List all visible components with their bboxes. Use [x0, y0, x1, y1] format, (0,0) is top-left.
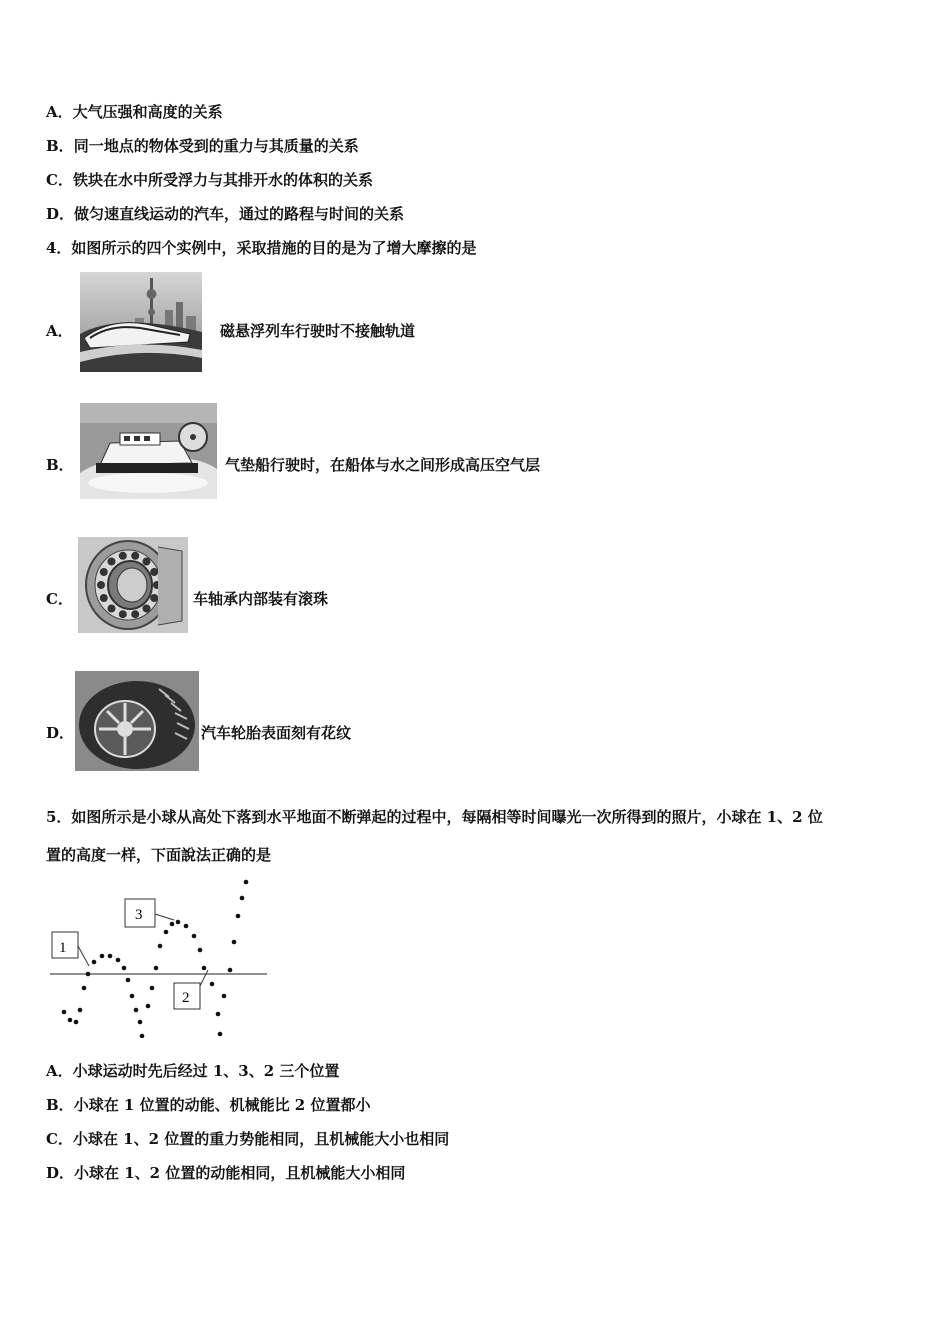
option-letter: B．	[46, 1096, 74, 1114]
ball-dot	[140, 1034, 145, 1038]
ball-dot	[126, 978, 131, 983]
ball-dot	[170, 922, 175, 927]
q3-option-d	[46, 204, 404, 224]
ball-dot	[222, 994, 227, 999]
ball-dot	[82, 986, 87, 991]
bearing-ball	[100, 568, 108, 576]
ball-dot	[236, 914, 241, 919]
bearing-ball	[97, 581, 105, 589]
label-1: 1	[59, 940, 67, 956]
hovercraft-photo	[80, 403, 217, 499]
ball-dot	[184, 924, 189, 929]
ball-dot	[146, 1004, 151, 1009]
ball-dot	[78, 1008, 83, 1013]
ball-dot	[154, 966, 159, 971]
option-text: 小球在 1 位置的动能、机械能比 2 位置都小	[73, 1096, 371, 1114]
option-text: 小球在 1、2 位置的动能相同，且机械能大小相同	[74, 1164, 406, 1182]
bearing-ball	[119, 610, 127, 618]
label-pointer-3	[155, 914, 174, 920]
ball-dot	[240, 896, 245, 901]
option-text: 做匀速直线运动的汽车，通过的路程与时间的关系	[74, 205, 405, 223]
q5-stem-line1: 5．如图所示是小球从高处下落到水平地面不断弹起的过程中，每隔相等时间曝光一次所得到的照片，小球在 1、2 位	[46, 808, 823, 826]
ball-dot	[244, 880, 249, 885]
option-text: 同一地点的物体受到的重力与其质量的关系	[73, 137, 359, 155]
option-letter: A．	[46, 103, 73, 121]
label-3: 3	[135, 907, 143, 923]
ball-dot	[232, 940, 237, 945]
option-letter: A．	[46, 1062, 73, 1080]
ball-dot	[68, 1018, 73, 1023]
ball-dot	[92, 960, 97, 965]
ball-dot	[202, 966, 207, 971]
bearing-ball	[131, 552, 139, 560]
ball-dot	[228, 968, 233, 973]
option-letter: C．	[46, 171, 73, 189]
label-2: 2	[182, 990, 190, 1006]
car-tire-photo	[75, 671, 199, 771]
q5-stem-line2: 置的高度一样，下面說法正确的是	[46, 846, 272, 864]
bearing-ball	[143, 558, 151, 566]
q5-option-d	[46, 1163, 405, 1183]
option-text: 小球运动时先后经过 1、3、2 三个位置	[72, 1062, 340, 1080]
ball-dot	[138, 1020, 143, 1025]
q4-stem: 4．如图所示的四个实例中，采取措施的目的是为了增大摩擦的是	[46, 239, 477, 257]
option-text: 大气压强和高度的关系	[72, 103, 223, 121]
ball-dot	[130, 994, 135, 999]
option-letter: D．	[46, 1164, 75, 1182]
ball-dot	[86, 972, 91, 977]
ball-dot	[122, 966, 127, 971]
ball-dot	[176, 920, 181, 925]
ball-dot	[74, 1020, 79, 1025]
bouncing-ball-figure	[46, 876, 271, 1038]
ball-dot	[210, 982, 215, 987]
bearing-ball	[108, 605, 116, 613]
bearing-ball	[150, 568, 158, 576]
option-letter: C．	[46, 1130, 73, 1148]
ball-dot	[164, 930, 169, 935]
bearing-ball	[108, 558, 116, 566]
bearing-ball	[143, 605, 151, 613]
bearing-ball	[150, 594, 158, 602]
q3-option-b	[46, 136, 359, 156]
ball-dot	[116, 958, 121, 963]
maglev-train-photo	[80, 272, 202, 372]
ball-dot	[198, 948, 203, 953]
q4-option-d-letter: D．	[46, 724, 75, 742]
ball-dot	[108, 954, 113, 959]
option-letter: B．	[46, 137, 74, 155]
ball-dot	[150, 986, 155, 991]
q3-option-a	[46, 102, 223, 122]
bearing-ball	[100, 594, 108, 602]
q3-option-c	[46, 170, 373, 190]
label-pointer-1	[78, 946, 89, 966]
q4-option-a-caption: 磁悬浮列车行驶时不接触轨道	[220, 322, 416, 340]
ball-dot	[216, 1012, 221, 1017]
ball-dot	[62, 1010, 67, 1015]
q4-option-c-letter: C．	[46, 590, 73, 608]
q4-option-d-caption: 汽车轮胎表面刻有花纹	[201, 724, 352, 742]
q5-option-b	[46, 1095, 370, 1115]
ball-dot	[100, 954, 105, 959]
q4-option-a-letter: A．	[46, 322, 73, 340]
option-text: 小球在 1、2 位置的重力势能相同，且机械能大小也相同	[72, 1130, 450, 1148]
q4-option-b-letter: B．	[46, 456, 74, 474]
bearing-ball	[131, 610, 139, 618]
ball-dot	[218, 1032, 223, 1037]
option-text: 铁块在水中所受浮力与其排开水的体积的关系	[72, 171, 373, 189]
q5-option-c	[46, 1129, 449, 1149]
ball-dot	[158, 944, 163, 949]
q4-option-b-caption: 气垫船行驶时，在船体与水之间形成高压空气层	[225, 456, 541, 474]
label-pointer-2	[200, 970, 208, 986]
ball-bearing-photo	[78, 537, 188, 633]
ball-dot	[134, 1008, 139, 1013]
bearing-ball	[119, 552, 127, 560]
q5-option-a	[46, 1061, 339, 1081]
option-letter: D．	[46, 205, 75, 223]
q4-option-c-caption: 车轴承内部装有滚珠	[193, 590, 329, 608]
ball-dot	[192, 934, 197, 939]
